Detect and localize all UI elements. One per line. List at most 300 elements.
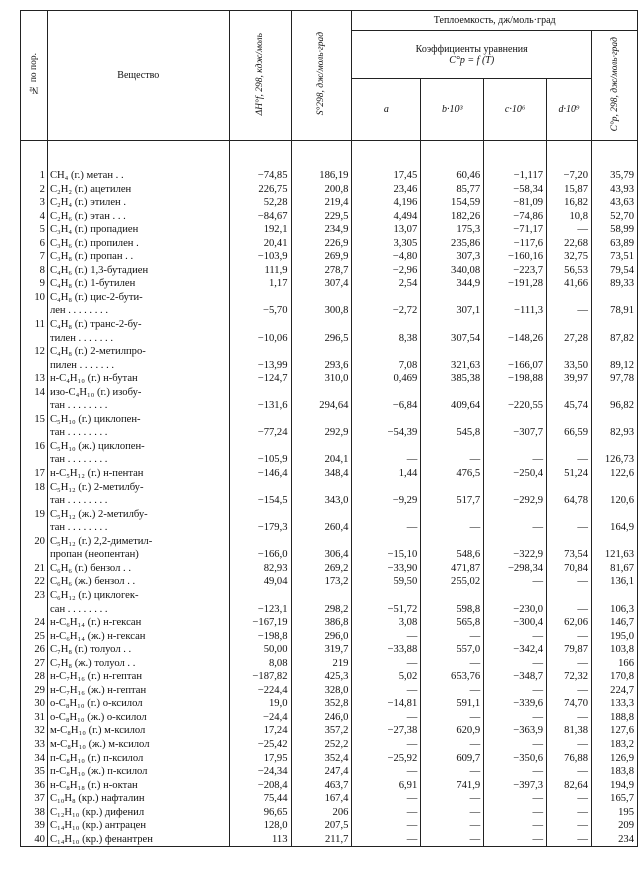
s298-cell xyxy=(291,386,352,400)
coef-d-cell: 73,54 xyxy=(547,548,592,562)
coef-c-cell: — xyxy=(484,806,547,820)
substance-cell: н-C₆H₁₄ (г.) н-гексан xyxy=(47,616,229,630)
cp298-cell: 106,3 xyxy=(592,603,638,617)
coef-c-cell: −1,117 xyxy=(484,169,547,183)
coef-c-cell: −292,9 xyxy=(484,494,547,508)
dhf-cell: −187,82 xyxy=(229,670,291,684)
cp298-cell: 183,8 xyxy=(592,765,638,779)
cp298-cell: 126,73 xyxy=(592,453,638,467)
coef-c-cell: −74,86 xyxy=(484,210,547,224)
substance-cell: тан . . . . . . . . xyxy=(47,426,229,440)
s298-cell: 173,2 xyxy=(291,575,352,589)
table-row xyxy=(21,440,638,454)
cp298-cell: 224,7 xyxy=(592,684,638,698)
substance-cell: C₇H₈ (ж.) толуол . . xyxy=(47,657,229,671)
dhf-cell: 128,0 xyxy=(229,819,291,833)
cp298-cell xyxy=(592,318,638,332)
table-row xyxy=(21,711,638,725)
substance-cell: лен . . . . . . . . xyxy=(47,304,229,318)
row-number-cell: 21 xyxy=(21,562,48,576)
substance-cell: тилен . . . . . . . xyxy=(47,332,229,346)
dhf-cell xyxy=(229,291,291,305)
row-number-cell: 28 xyxy=(21,670,48,684)
coef-b-cell: — xyxy=(421,819,484,833)
substance-cell: н-C₈H₁₈ (г.) н-октан xyxy=(47,779,229,793)
coef-d-cell: — xyxy=(547,819,592,833)
coef-d-cell: 76,88 xyxy=(547,752,592,766)
coef-d-cell: 32,75 xyxy=(547,250,592,264)
coef-d-cell: 22,68 xyxy=(547,237,592,251)
coef-c-cell: −117,6 xyxy=(484,237,547,251)
coef-c-cell: — xyxy=(484,684,547,698)
substance-cell: C₆H₆ (г.) бензол . . xyxy=(47,562,229,576)
substance-cell: C₇H₈ (г.) толуол . . xyxy=(47,643,229,657)
substance-cell: C₁₂H₁₀ (кр.) дифенил xyxy=(47,806,229,820)
coef-a-cell: 3,08 xyxy=(352,616,421,630)
substance-cell: п-C₈H₁₀ (ж.) п-ксилол xyxy=(47,765,229,779)
s298-cell: 296,5 xyxy=(291,332,352,346)
dhf-cell: −24,4 xyxy=(229,711,291,725)
coef-c-cell: −191,28 xyxy=(484,277,547,291)
coef-b-cell xyxy=(421,291,484,305)
coef-b-cell: 85,77 xyxy=(421,183,484,197)
coef-a-cell: 0,469 xyxy=(352,372,421,386)
table-row xyxy=(21,169,638,183)
heat-capacity-header: Теплоемкость, дж/моль·град xyxy=(352,11,638,31)
coef-b-cell: — xyxy=(421,792,484,806)
cp298-cell: 234 xyxy=(592,833,638,847)
substance-cell: C₅H₁₂ (г.) 2,2-диметил- xyxy=(47,535,229,549)
dhf-cell: −179,3 xyxy=(229,521,291,535)
row-number-cell: 22 xyxy=(21,575,48,589)
row-number-cell: 14 xyxy=(21,386,48,400)
dhf-cell: −74,85 xyxy=(229,169,291,183)
coef-b-cell: 653,76 xyxy=(421,670,484,684)
coef-d-cell: 72,32 xyxy=(547,670,592,684)
cp298-cell: 166 xyxy=(592,657,638,671)
coef-a-cell xyxy=(352,291,421,305)
coef-a-cell: 6,91 xyxy=(352,779,421,793)
cp298-cell xyxy=(592,345,638,359)
dhf-cell: 113 xyxy=(229,833,291,847)
table-row xyxy=(21,291,638,305)
substance-cell: C₄H₆ (г.) 1,3-бутадиен xyxy=(47,264,229,278)
substance-cell: C₃H₈ (г.) пропан . . xyxy=(47,250,229,264)
coef-d-cell: 74,70 xyxy=(547,697,592,711)
coef-c-cell: −307,7 xyxy=(484,426,547,440)
s298-cell: 386,8 xyxy=(291,616,352,630)
dhf-cell: −103,9 xyxy=(229,250,291,264)
coef-a-cell: 7,08 xyxy=(352,359,421,373)
s298-cell: 463,7 xyxy=(291,779,352,793)
coef-b-cell xyxy=(421,440,484,454)
s298-cell: 352,8 xyxy=(291,697,352,711)
coef-c-cell xyxy=(484,589,547,603)
coef-d-cell: 16,82 xyxy=(547,196,592,210)
cp298-cell xyxy=(592,535,638,549)
coef-d-cell xyxy=(547,535,592,549)
table-row xyxy=(21,264,638,278)
coef-c-cell: −397,3 xyxy=(484,779,547,793)
coef-b-cell: 154,59 xyxy=(421,196,484,210)
coef-a-cell: — xyxy=(352,453,421,467)
coef-d-cell: 56,53 xyxy=(547,264,592,278)
substance-cell: о-C₈H₁₀ (г.) о-ксилол xyxy=(47,697,229,711)
substance-cell: C₅H₁₂ (г.) 2-метилбу- xyxy=(47,481,229,495)
coef-c-cell: −339,6 xyxy=(484,697,547,711)
dhf-cell: 19,0 xyxy=(229,697,291,711)
coef-a-cell: 3,305 xyxy=(352,237,421,251)
table-row xyxy=(21,575,638,589)
s298-cell xyxy=(291,589,352,603)
dhf-cell xyxy=(229,440,291,454)
dhf-cell: 75,44 xyxy=(229,792,291,806)
cp298-cell: 35,79 xyxy=(592,169,638,183)
table-row xyxy=(21,399,638,413)
col-dh-header: ΔH°f, 298, кдж/моль xyxy=(229,11,291,141)
coef-c-cell xyxy=(484,413,547,427)
coef-b-cell xyxy=(421,345,484,359)
s298-cell: 211,7 xyxy=(291,833,352,847)
coef-b-cell: 591,1 xyxy=(421,697,484,711)
s298-cell: 310,0 xyxy=(291,372,352,386)
s298-cell: 252,2 xyxy=(291,738,352,752)
dhf-cell: 20,41 xyxy=(229,237,291,251)
substance-cell: изо-C₄H₁₀ (г.) изобу- xyxy=(47,386,229,400)
s298-cell xyxy=(291,535,352,549)
coef-d-cell xyxy=(547,440,592,454)
coef-d-cell: 70,84 xyxy=(547,562,592,576)
coef-c-cell: −298,34 xyxy=(484,562,547,576)
substance-cell: C₂H₄ (г.) этилен . xyxy=(47,196,229,210)
coef-d-cell: — xyxy=(547,833,592,847)
coef-c-cell: −300,4 xyxy=(484,616,547,630)
s298-cell: 207,5 xyxy=(291,819,352,833)
dhf-cell: −77,24 xyxy=(229,426,291,440)
table-row xyxy=(21,426,638,440)
substance-cell: C₂H₂ (г.) ацетилен xyxy=(47,183,229,197)
table-row xyxy=(21,223,638,237)
table-row xyxy=(21,345,638,359)
cp298-cell: 43,93 xyxy=(592,183,638,197)
substance-cell: н-C₅H₁₂ (г.) н-пентан xyxy=(47,467,229,481)
cp298-cell: 120,6 xyxy=(592,494,638,508)
coef-c-cell: — xyxy=(484,453,547,467)
substance-cell: C₄H₈ (г.) 2-метилпро- xyxy=(47,345,229,359)
cp298-cell: 82,93 xyxy=(592,426,638,440)
table-row xyxy=(21,372,638,386)
coef-a-cell: −54,39 xyxy=(352,426,421,440)
s298-cell: 306,4 xyxy=(291,548,352,562)
coef-b-cell: — xyxy=(421,806,484,820)
coef-c-cell: −223,7 xyxy=(484,264,547,278)
coef-d-cell: 51,24 xyxy=(547,467,592,481)
coef-d-cell xyxy=(547,589,592,603)
substance-cell: п-C₈H₁₀ (г.) п-ксилол xyxy=(47,752,229,766)
row-number-cell xyxy=(21,603,48,617)
coef-c-cell: — xyxy=(484,738,547,752)
coef-d-cell: — xyxy=(547,657,592,671)
coef-d-cell: — xyxy=(547,521,592,535)
dhf-cell: −123,1 xyxy=(229,603,291,617)
coef-c-cell: −322,9 xyxy=(484,548,547,562)
table-row xyxy=(21,697,638,711)
coef-b-cell: 517,7 xyxy=(421,494,484,508)
s298-cell: 200,8 xyxy=(291,183,352,197)
cp298-cell: 89,12 xyxy=(592,359,638,373)
coef-d-cell: — xyxy=(547,603,592,617)
coef-d-cell xyxy=(547,291,592,305)
coef-a-cell: 8,38 xyxy=(352,332,421,346)
table-row xyxy=(21,250,638,264)
coef-b-cell xyxy=(421,318,484,332)
table-row xyxy=(21,535,638,549)
coef-b-cell: 255,02 xyxy=(421,575,484,589)
s298-cell: 300,8 xyxy=(291,304,352,318)
table-row xyxy=(21,196,638,210)
dhf-cell: −166,0 xyxy=(229,548,291,562)
coef-a-cell: — xyxy=(352,792,421,806)
coef-d-cell xyxy=(547,386,592,400)
dhf-cell: 96,65 xyxy=(229,806,291,820)
row-number-cell: 40 xyxy=(21,833,48,847)
col-cp-header: C°p, 298, дж/моль·град xyxy=(592,31,638,141)
coef-c-cell: −230,0 xyxy=(484,603,547,617)
table-row xyxy=(21,643,638,657)
coef-d-cell xyxy=(547,345,592,359)
cp298-cell: 133,3 xyxy=(592,697,638,711)
coef-a-cell: — xyxy=(352,521,421,535)
coef-b-cell: — xyxy=(421,684,484,698)
cp298-cell: 126,9 xyxy=(592,752,638,766)
s298-cell: 425,3 xyxy=(291,670,352,684)
s298-cell: 229,5 xyxy=(291,210,352,224)
cp298-cell: 103,8 xyxy=(592,643,638,657)
s298-cell: 219,4 xyxy=(291,196,352,210)
col-s-header: S°298, дж/моль·град xyxy=(291,11,352,141)
coef-a-cell: −6,84 xyxy=(352,399,421,413)
cp298-cell: 89,33 xyxy=(592,277,638,291)
dhf-cell: −146,4 xyxy=(229,467,291,481)
coef-d-cell: 66,59 xyxy=(547,426,592,440)
thermo-table xyxy=(20,10,638,847)
s298-cell: 186,19 xyxy=(291,169,352,183)
coef-c-cell xyxy=(484,508,547,522)
coef-c-cell: −342,4 xyxy=(484,643,547,657)
substance-cell: пилен . . . . . . . xyxy=(47,359,229,373)
coef-c-cell xyxy=(484,481,547,495)
coef-a-cell: — xyxy=(352,806,421,820)
cp298-cell: 195,0 xyxy=(592,630,638,644)
coef-a-cell xyxy=(352,440,421,454)
row-number-cell xyxy=(21,548,48,562)
coef-a-cell: 23,46 xyxy=(352,183,421,197)
coef-c-cell: — xyxy=(484,521,547,535)
coef-d-cell: 82,64 xyxy=(547,779,592,793)
cp298-cell: 165,7 xyxy=(592,792,638,806)
col-no-header: № по пор. xyxy=(21,11,48,141)
s298-cell xyxy=(291,318,352,332)
s298-cell: 219 xyxy=(291,657,352,671)
coef-c-cell: — xyxy=(484,792,547,806)
substance-cell: C₄H₈ (г.) 1-бутилен xyxy=(47,277,229,291)
dhf-cell: −13,99 xyxy=(229,359,291,373)
substance-cell: пропан (неопентан) xyxy=(47,548,229,562)
coef-c-cell: −58,34 xyxy=(484,183,547,197)
coef-a-cell: — xyxy=(352,738,421,752)
coef-a-cell: — xyxy=(352,711,421,725)
substance-cell: н-C₆H₁₄ (ж.) н-гексан xyxy=(47,630,229,644)
cp298-cell: 73,51 xyxy=(592,250,638,264)
coef-a-cell: −33,90 xyxy=(352,562,421,576)
dhf-cell xyxy=(229,345,291,359)
s298-cell: 278,7 xyxy=(291,264,352,278)
cp298-cell xyxy=(592,413,638,427)
table-row xyxy=(21,670,638,684)
row-number-cell: 27 xyxy=(21,657,48,671)
coef-b-cell xyxy=(421,589,484,603)
table-row xyxy=(21,210,638,224)
s298-cell: 307,4 xyxy=(291,277,352,291)
table-row xyxy=(21,792,638,806)
row-number-cell: 15 xyxy=(21,413,48,427)
coef-c-cell: −166,07 xyxy=(484,359,547,373)
substance-cell: тан . . . . . . . . xyxy=(47,399,229,413)
table-row xyxy=(21,548,638,562)
substance-cell: C₆H₁₂ (г.) циклогек- xyxy=(47,589,229,603)
dhf-cell: 8,08 xyxy=(229,657,291,671)
row-number-cell: 4 xyxy=(21,210,48,224)
table-row xyxy=(21,413,638,427)
cp298-cell xyxy=(592,386,638,400)
s298-cell: 269,9 xyxy=(291,250,352,264)
coef-c-cell xyxy=(484,318,547,332)
table-row xyxy=(21,738,638,752)
coef-a-cell: −14,81 xyxy=(352,697,421,711)
cp298-cell: 87,82 xyxy=(592,332,638,346)
coef-a-cell: — xyxy=(352,765,421,779)
dhf-cell: −167,19 xyxy=(229,616,291,630)
table-row xyxy=(21,332,638,346)
coef-d-cell: — xyxy=(547,575,592,589)
table-row xyxy=(21,318,638,332)
dhf-cell: −131,6 xyxy=(229,399,291,413)
substance-cell: C₂H₆ (г.) этан . . . xyxy=(47,210,229,224)
row-number-cell: 3 xyxy=(21,196,48,210)
table-body xyxy=(21,141,638,847)
table-row xyxy=(21,453,638,467)
row-number-cell: 2 xyxy=(21,183,48,197)
dhf-cell: −105,9 xyxy=(229,453,291,467)
cp298-cell xyxy=(592,481,638,495)
s298-cell: 296,0 xyxy=(291,630,352,644)
coef-a-cell xyxy=(352,508,421,522)
dhf-cell xyxy=(229,589,291,603)
coef-d-cell: 39,97 xyxy=(547,372,592,386)
coef-c-cell: — xyxy=(484,765,547,779)
substance-cell: C₅H₁₂ (ж.) 2-метилбу- xyxy=(47,508,229,522)
cp298-cell: 188,8 xyxy=(592,711,638,725)
table-row xyxy=(21,467,638,481)
table-row xyxy=(21,752,638,766)
s298-cell: 319,7 xyxy=(291,643,352,657)
coef-d-cell: −7,20 xyxy=(547,169,592,183)
cp298-cell: 136,1 xyxy=(592,575,638,589)
coef-a-cell: −9,29 xyxy=(352,494,421,508)
col-substance-header: Вещество xyxy=(47,11,229,141)
dhf-cell: −5,70 xyxy=(229,304,291,318)
coef-d-cell: — xyxy=(547,630,592,644)
cp298-cell: 97,78 xyxy=(592,372,638,386)
s298-cell: 294,64 xyxy=(291,399,352,413)
dhf-cell: −208,4 xyxy=(229,779,291,793)
cp298-cell: 81,67 xyxy=(592,562,638,576)
dhf-cell: 17,24 xyxy=(229,724,291,738)
substance-cell: тан . . . . . . . . xyxy=(47,494,229,508)
table-row xyxy=(21,508,638,522)
cp298-cell: 78,91 xyxy=(592,304,638,318)
cp298-cell: 170,8 xyxy=(592,670,638,684)
table-row xyxy=(21,481,638,495)
coef-b-cell: — xyxy=(421,765,484,779)
row-number-cell xyxy=(21,426,48,440)
table-row xyxy=(21,494,638,508)
row-number-cell: 18 xyxy=(21,481,48,495)
coef-c-cell: — xyxy=(484,630,547,644)
s298-cell: 167,4 xyxy=(291,792,352,806)
s298-cell: 260,4 xyxy=(291,521,352,535)
coef-b-cell: — xyxy=(421,453,484,467)
coef-c-cell xyxy=(484,440,547,454)
coef-b-cell: 235,86 xyxy=(421,237,484,251)
coef-c-cell: — xyxy=(484,833,547,847)
coef-d-cell: — xyxy=(547,711,592,725)
coef-b-cell: — xyxy=(421,711,484,725)
coef-c-cell: −81,09 xyxy=(484,196,547,210)
table-row xyxy=(21,616,638,630)
table-row xyxy=(21,521,638,535)
row-number-cell: 5 xyxy=(21,223,48,237)
substance-cell: C₅H₁₀ (ж.) циклопен- xyxy=(47,440,229,454)
dhf-cell: −84,67 xyxy=(229,210,291,224)
row-number-cell: 25 xyxy=(21,630,48,644)
coef-d-cell: 10,8 xyxy=(547,210,592,224)
s298-cell: 247,4 xyxy=(291,765,352,779)
s298-cell xyxy=(291,508,352,522)
coef-a-cell: — xyxy=(352,819,421,833)
coef-b-cell: 60,46 xyxy=(421,169,484,183)
s298-cell xyxy=(291,345,352,359)
substance-cell: сан . . . . . . . . xyxy=(47,603,229,617)
coef-a-cell: — xyxy=(352,684,421,698)
dhf-cell: −154,5 xyxy=(229,494,291,508)
coef-a-cell xyxy=(352,413,421,427)
coef-a-cell: −33,88 xyxy=(352,643,421,657)
table-row xyxy=(21,589,638,603)
coef-c-cell: −198,88 xyxy=(484,372,547,386)
coef-c-cell: — xyxy=(484,575,547,589)
table-row xyxy=(21,277,638,291)
coef-a-cell xyxy=(352,481,421,495)
s298-cell: 293,6 xyxy=(291,359,352,373)
row-number-cell: 31 xyxy=(21,711,48,725)
coeffs-header xyxy=(352,31,592,79)
substance-cell: н-C₇H₁₆ (ж.) н-гептан xyxy=(47,684,229,698)
coef-d-cell: 81,38 xyxy=(547,724,592,738)
coef-c-cell: −148,26 xyxy=(484,332,547,346)
coef-b-cell: 609,7 xyxy=(421,752,484,766)
coef-c-cell: −348,7 xyxy=(484,670,547,684)
